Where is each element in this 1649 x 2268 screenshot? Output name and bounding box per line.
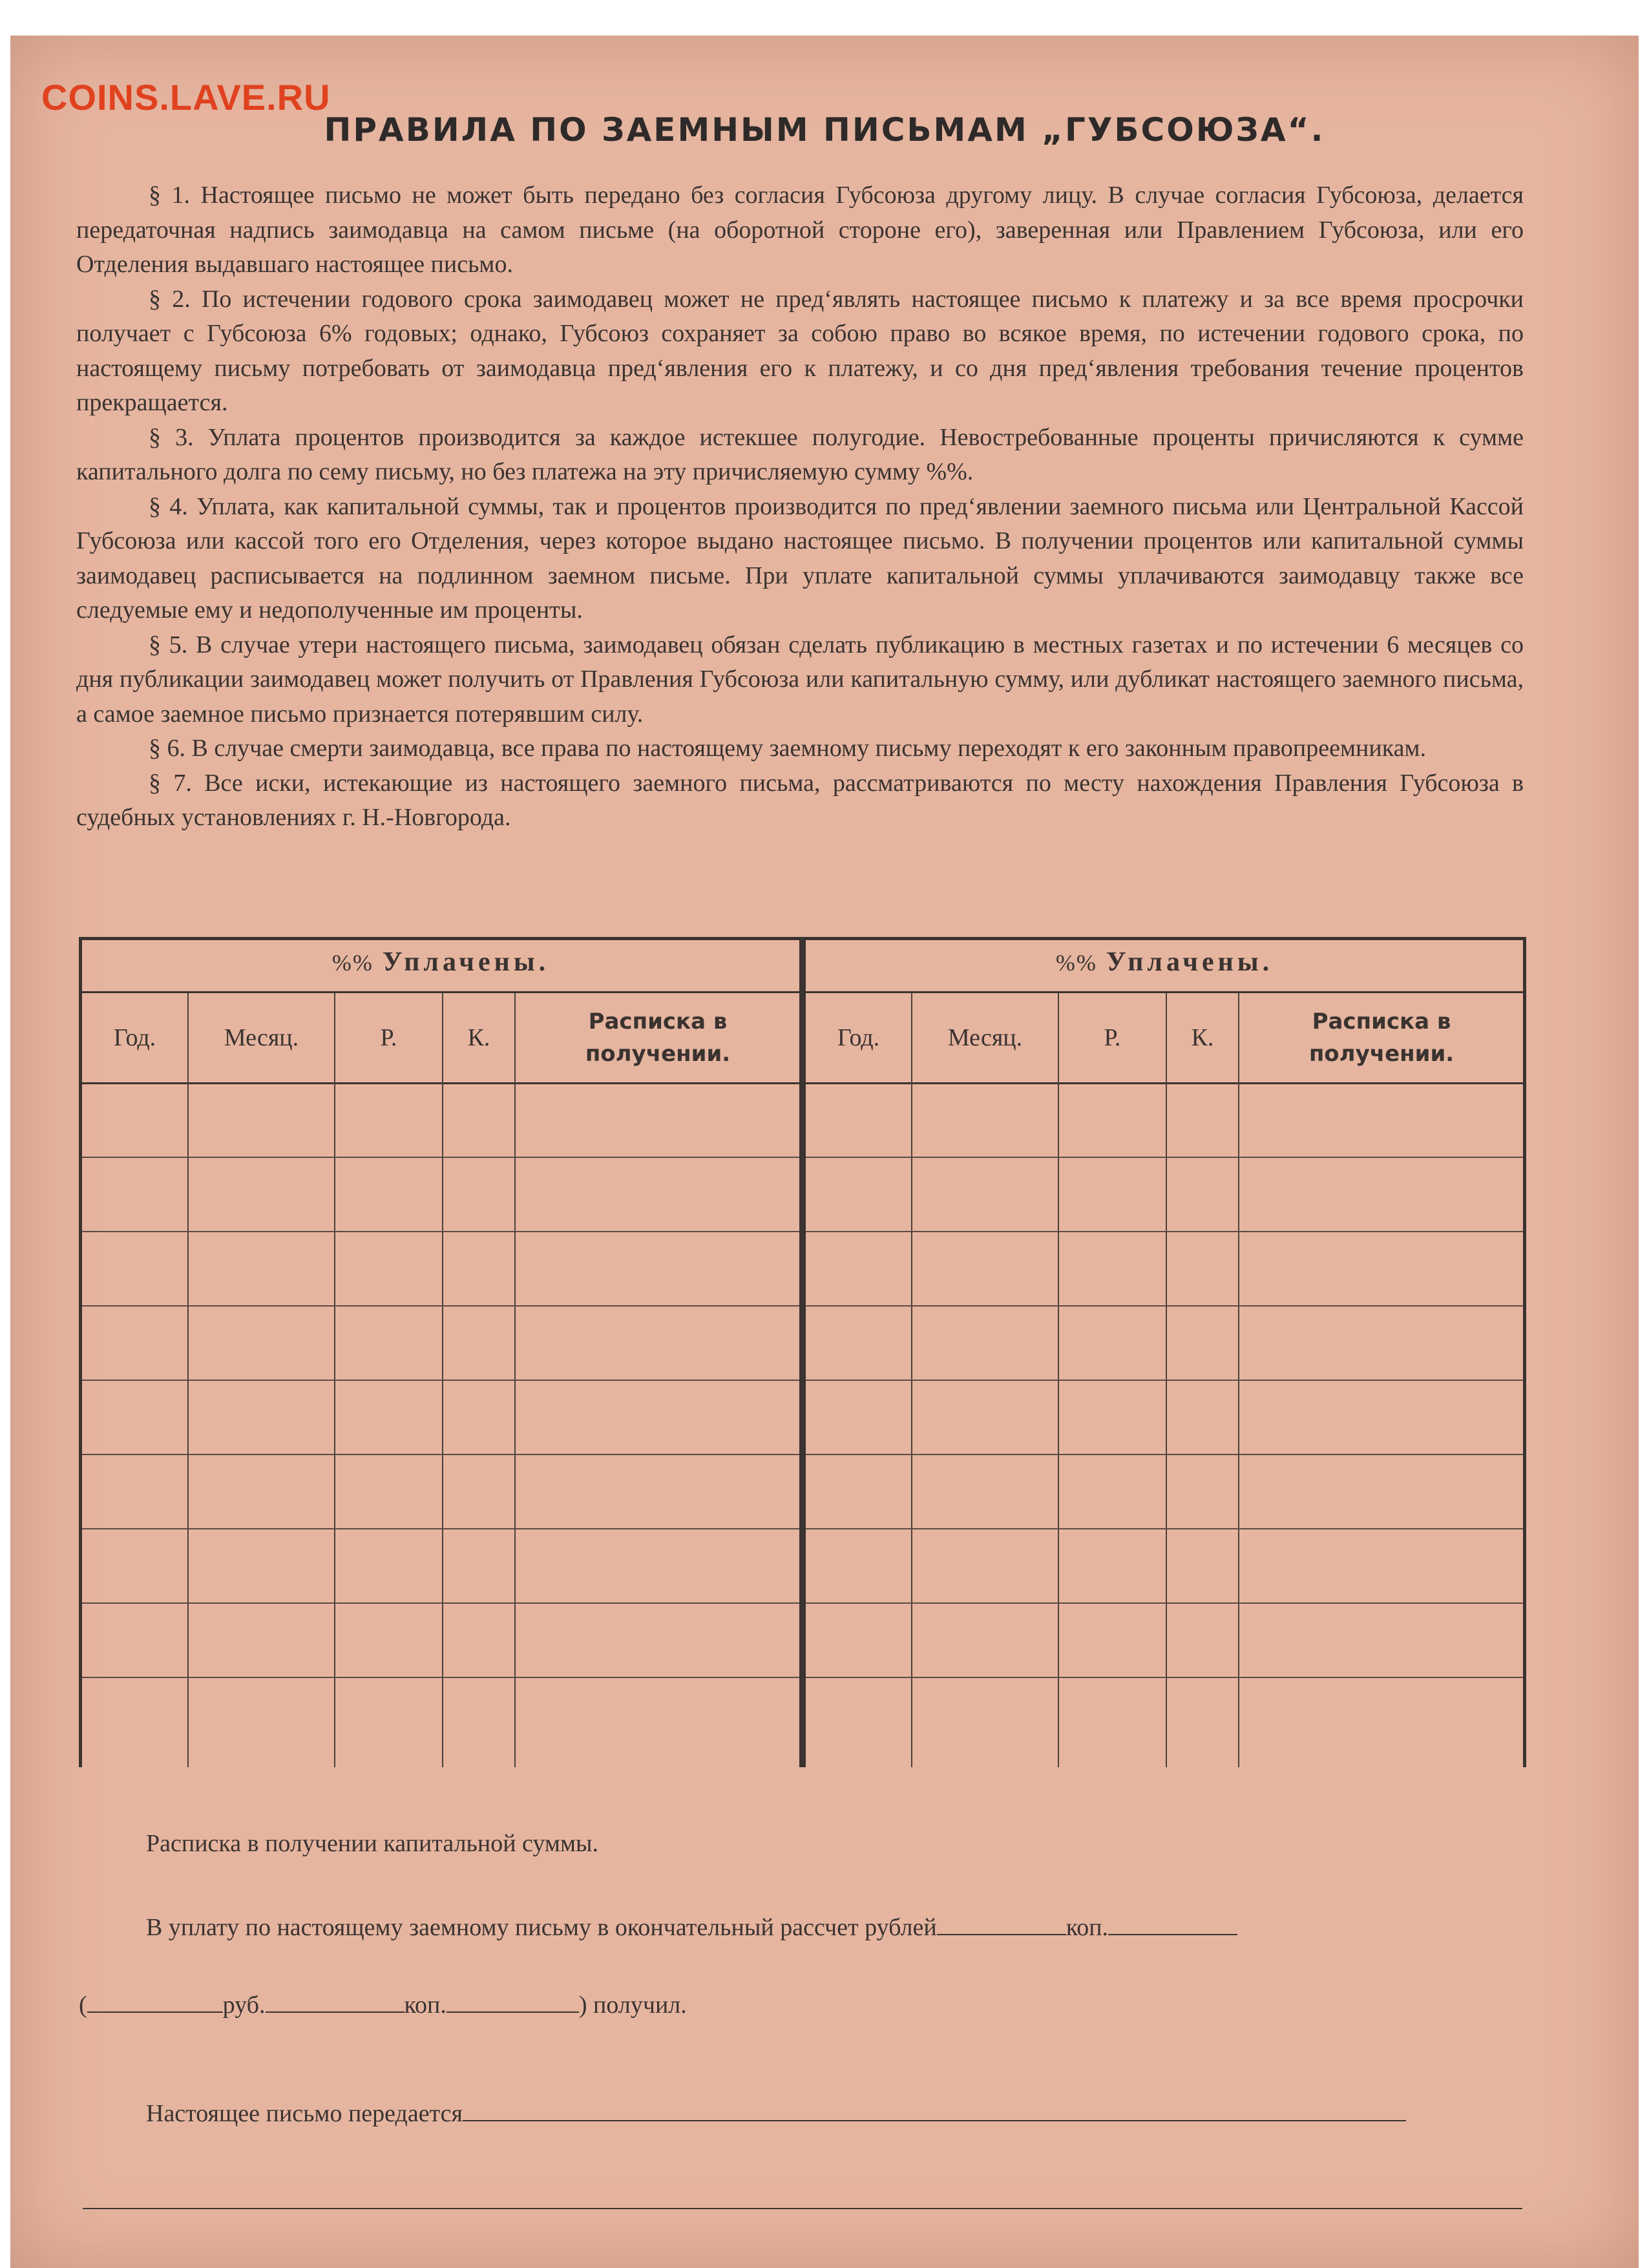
paid-label: Уплачены. (1106, 947, 1274, 977)
rule-5: § 5. В случае утери настоящего письма, заимодавец обязан сделать публикацию в местных газетах и по истечении 6 месяцев со дня публикации заимодавец может получить от Правления Губсоюза или капитальную сумму, или дубликат настоящего заемного письма, а самое заемное письмо признается потерявшим силу. (76, 631, 1524, 728)
transfer-line (146, 2099, 1406, 2128)
row-line (806, 1454, 1523, 1455)
table-top-rule (803, 937, 1526, 940)
received-label: ) получил. (578, 1991, 687, 2019)
rule-3: § 3. Уплата процентов производится за каждое истекшее полугодие. Невостребованные проценты причисляются к сумме капитального долга по сему письму, но без платежа на эту причисляемую сумму %%. (76, 423, 1524, 485)
percent-sign: %% (1055, 950, 1097, 976)
column-header-year: Год. (113, 1024, 156, 1051)
row-line (806, 1677, 1523, 1678)
column-header-rubles: Р. (1104, 1024, 1121, 1051)
row-line (82, 1231, 799, 1232)
row-line (806, 1305, 1523, 1307)
column-header-receipt: Расписка в получении. (585, 1009, 731, 1067)
column-header-year: Год. (837, 1024, 880, 1051)
watermark: COINS.LAVE.RU (41, 77, 331, 118)
column-header-kopecks: К. (1191, 1024, 1214, 1051)
row-line (806, 1528, 1523, 1529)
rubles-in-words-blank[interactable] (87, 1993, 223, 2013)
transfer-blank[interactable] (463, 2102, 1406, 2121)
receipt-line-1-text: В уплату по настоящему заемному письму в окончательный рассчет рублей (146, 1914, 937, 1941)
receipt-heading: Расписка в получении капитальной суммы. (146, 1830, 599, 1857)
rubles-blank[interactable] (937, 1916, 1066, 1935)
payments-table-right (803, 937, 1526, 1767)
rule-1: § 1. Настоящее письмо не может быть передано без согласия Губсоюза другому лицу. В случае согласия Губсоюза, делается передаточная надпись заимодавца на самом письме (на оборотной стороне его), заверенная или Правлением Губсоюза, или его Отделения выдавшаго настоящее письмо. (76, 182, 1524, 278)
table-top-rule (79, 937, 803, 940)
row-line (82, 1157, 799, 1158)
divider (82, 1082, 799, 1084)
table-title (806, 943, 1523, 981)
page-title: ПРАВИЛА ПО ЗАЕМНЫМ ПИСЬМАМ „ГУБСОЮЗА“. (324, 111, 1325, 149)
percent-sign: %% (331, 950, 373, 976)
rub-label: руб. (222, 1991, 266, 2019)
rule-6: § 6. В случае смерти заимодавца, все права по настоящему заемному письму переходят к его законным правопреемникам. (149, 735, 1427, 762)
row-line (806, 1380, 1523, 1381)
table-title (82, 943, 799, 981)
bottom-blank-line[interactable] (83, 2208, 1522, 2209)
kop-label: коп. (404, 1991, 446, 2019)
rule-4: § 4. Уплата, как капитальной суммы, так и процентов производится по пред‘явлении заемного письма или Центральной Кассой Губсоюза или кассой того его Отделения, через которое выдано настоящее письмо. В получении процентов или капитальной суммы заимодавец расписывается на подлинном заемном письме. При уплате капитальной суммы уплачиваются заимодавцу также все следуемые ему и недополученные им проценты. (76, 492, 1524, 624)
rule-2: § 2. По истечении годового срока заимодавец может не пред‘являть настоящее письмо к платежу и за все время просрочки получает с Губсоюза 6% годовых; однако, Губсоюз сохраняет за собою право во всякое время, по истечении годового срока, по настоящему письму потребовать от заимодавца пред‘явления его к платежу, и со дня пред‘явления требования течение процентов прекращается. (76, 285, 1524, 416)
row-line (82, 1305, 799, 1307)
row-line (82, 1380, 799, 1381)
open-paren: ( (79, 1991, 87, 2019)
column-header-receipt: Расписка в получении. (1308, 1009, 1455, 1067)
signature-blank[interactable] (446, 1993, 579, 2013)
row-line (806, 1602, 1523, 1604)
row-line (82, 1602, 799, 1604)
column-header-month: Месяц. (224, 1024, 299, 1051)
kopecks-blank[interactable] (1108, 1916, 1237, 1935)
column-header-kopecks: К. (467, 1024, 490, 1051)
divider (806, 1082, 1523, 1084)
receipt-line-1 (146, 1913, 1237, 1942)
paid-label: Уплачены. (382, 947, 550, 977)
receipt-line-2 (79, 1990, 687, 2020)
column-header-rubles: Р. (380, 1024, 397, 1051)
row-line (82, 1454, 799, 1455)
rule-7: § 7. Все иски, истекающие из настоящего заемного письма, рассматриваются по месту нахождения Правления Губсоюза в судебных установлениях г. Н.-Новгорода. (76, 769, 1524, 831)
row-line (82, 1677, 799, 1678)
payments-table-left (79, 937, 803, 1767)
transfer-text: Настоящее письмо передается (146, 2100, 463, 2127)
row-line (806, 1231, 1523, 1232)
row-line (806, 1157, 1523, 1158)
row-line (82, 1528, 799, 1529)
rules-list (76, 178, 1524, 835)
kopecks-in-words-blank[interactable] (266, 1993, 404, 2013)
column-header-month: Месяц. (947, 1024, 1023, 1051)
receipt-line-1-kop: коп. (1066, 1914, 1109, 1941)
